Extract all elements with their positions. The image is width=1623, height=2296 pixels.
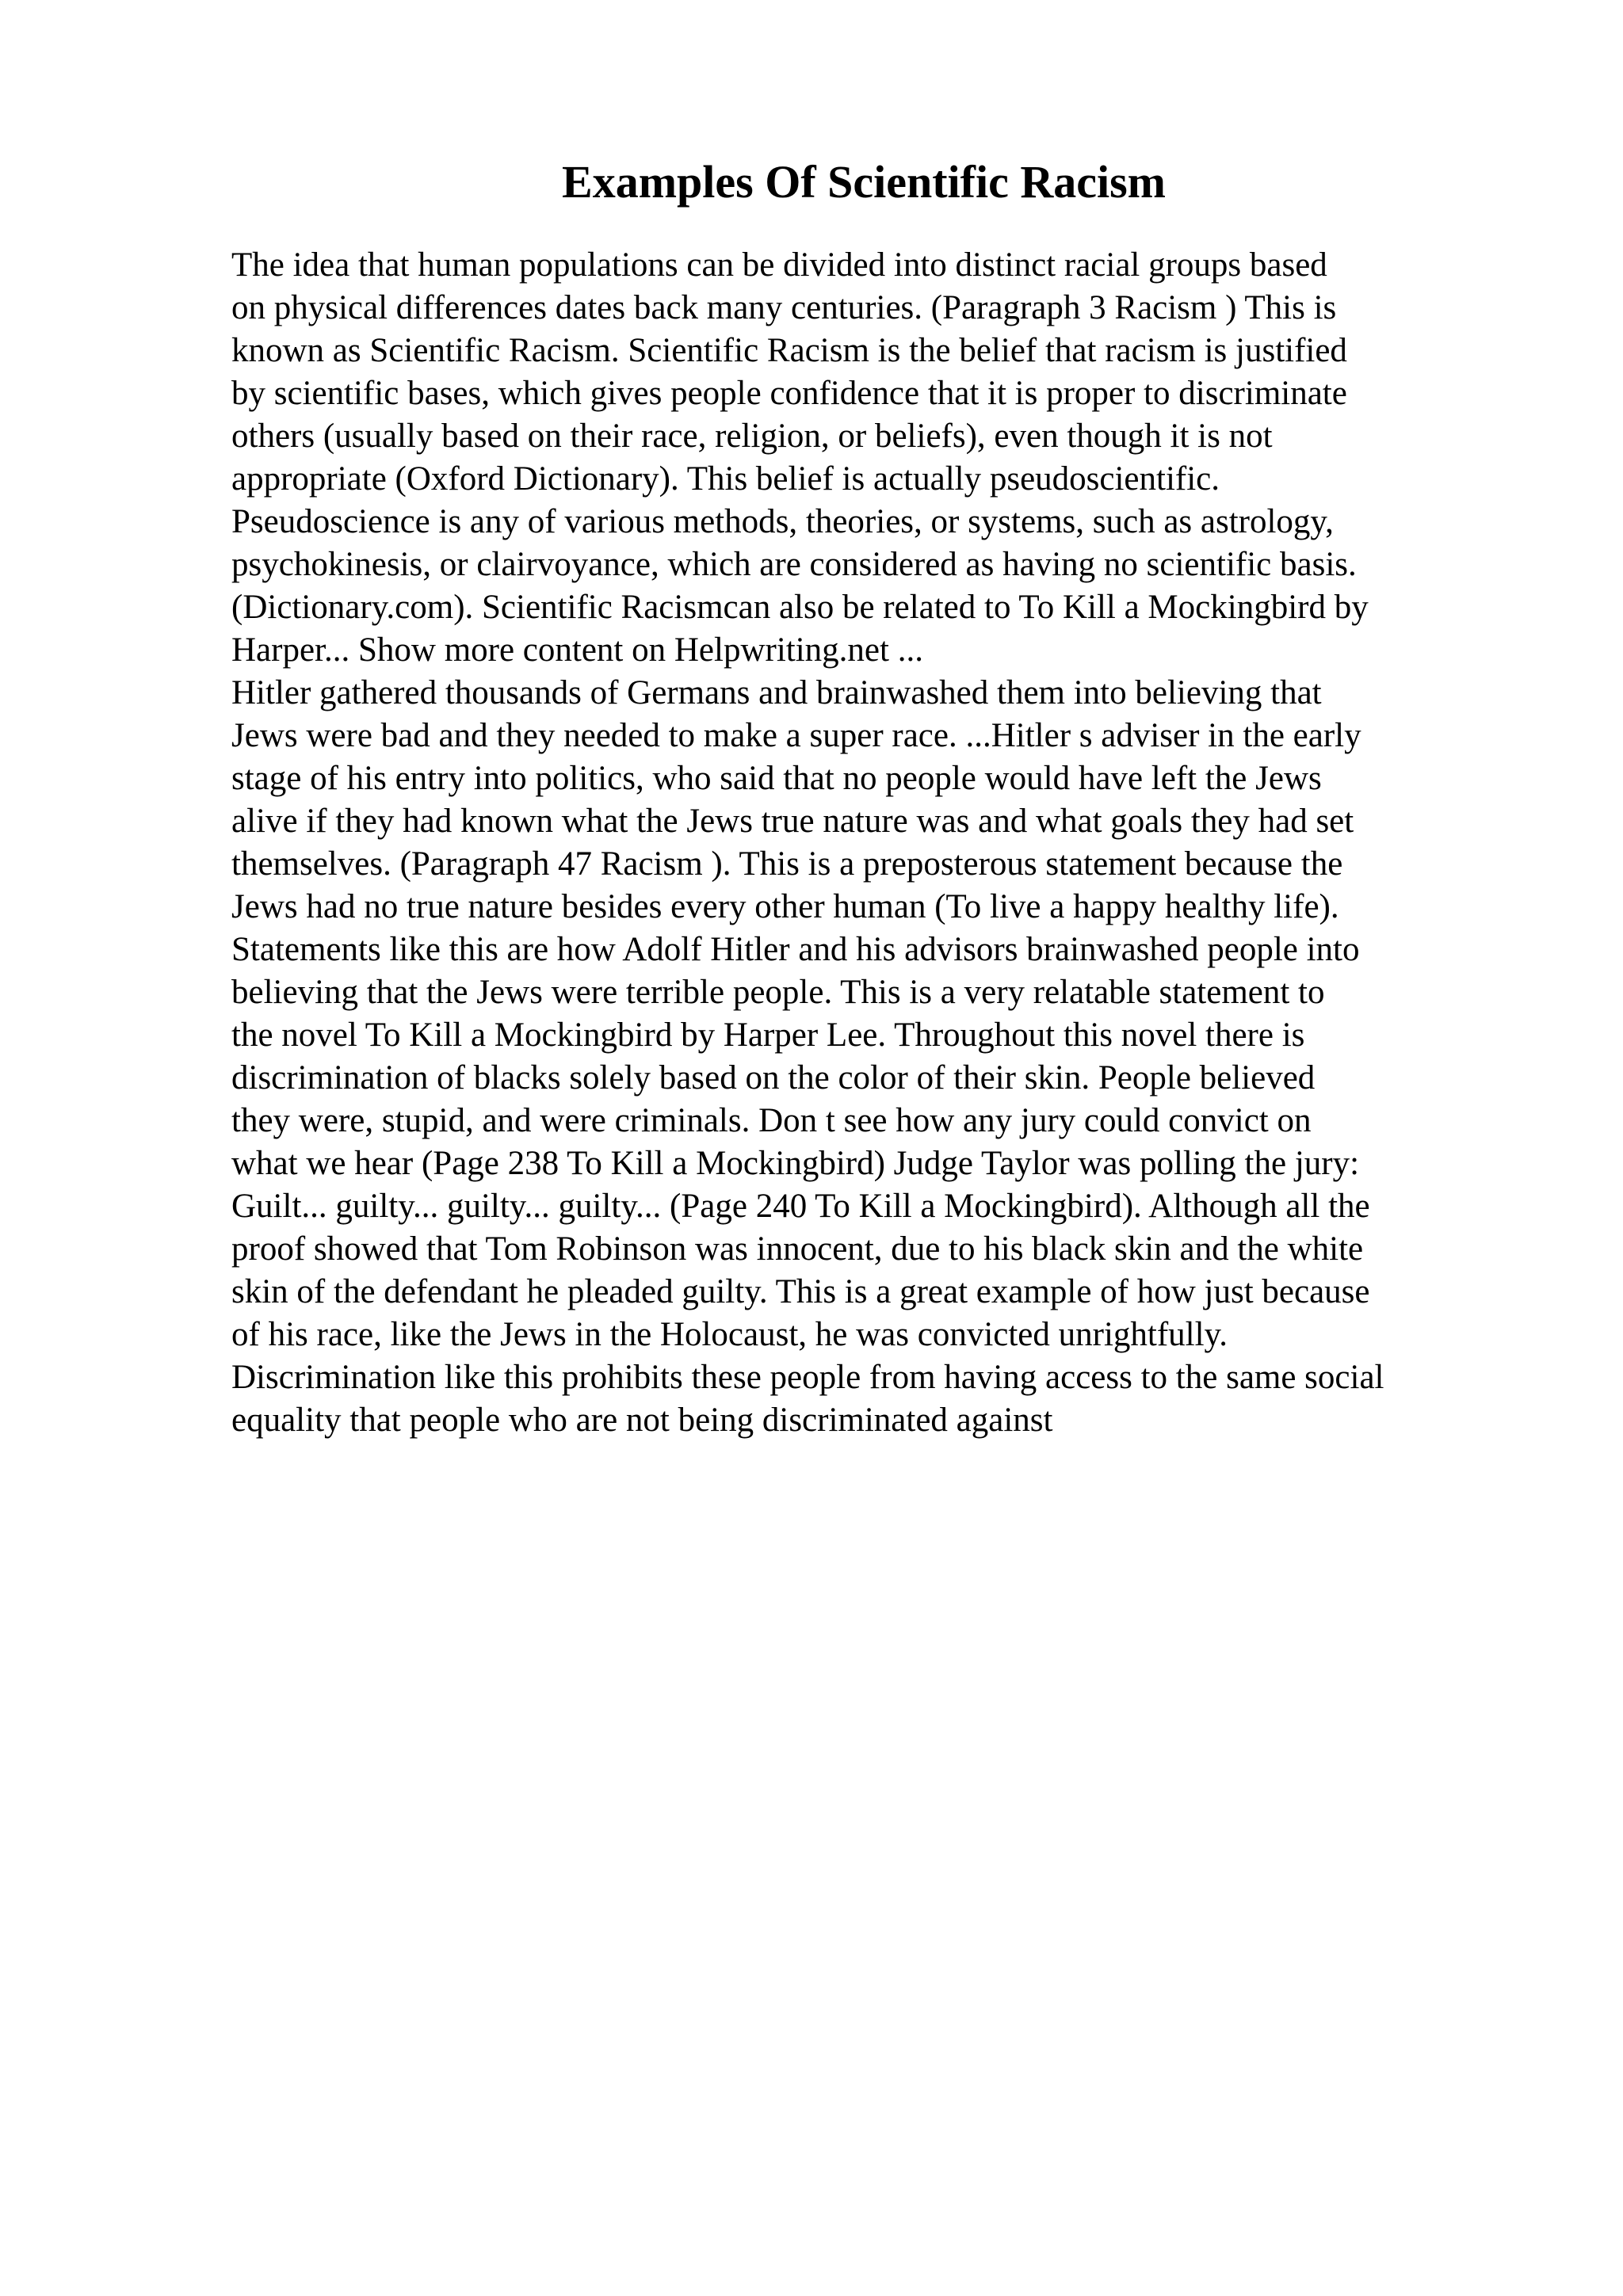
document-body (231, 244, 1515, 1442)
body-line: believing that the Jews were terrible people. This is a very relatable statement to (231, 974, 1325, 1011)
body-line: Jews had no true nature besides every other human (To live a happy healthy life). (231, 888, 1339, 925)
body-line: the novel To Kill a Mockingbird by Harper Lee. Throughout this novel there is (231, 1016, 1305, 1054)
body-line: Discrimination like this prohibits these people from having access to the same social (231, 1359, 1384, 1396)
body-line: The idea that human populations can be divided into distinct racial groups based (231, 246, 1327, 284)
body-line: discrimination of blacks solely based on the color of their skin. People believed (231, 1059, 1316, 1097)
body-line: known as Scientific Racism. Scientific Racism is the belief that racism is justified (231, 332, 1347, 369)
body-line: of his race, like the Jews in the Holocaust, he was convicted unrightfully. (231, 1316, 1228, 1353)
body-line: they were, stupid, and were criminals. Don t see how any jury could convict on (231, 1102, 1312, 1139)
body-line: Harper... Show more content on Helpwriting.net ... (231, 631, 923, 669)
body-line: Guilt... guilty... guilty... guilty... (Page 240 To Kill a Mockingbird). Although all the (231, 1188, 1370, 1225)
body-line: (Dictionary.com). Scientific Racismcan also be related to To Kill a Mockingbird by (231, 589, 1369, 626)
body-line: on physical differences dates back many centuries. (Paragraph 3 Racism ) This is (231, 289, 1337, 326)
body-line: appropriate (Oxford Dictionary). This belief is actually pseudoscientific. (231, 460, 1220, 498)
body-line: what we hear (Page 238 To Kill a Mockingbird) Judge Taylor was polling the jury: (231, 1145, 1360, 1182)
body-line: by scientific bases, which gives people confidence that it is proper to discriminate (231, 375, 1347, 412)
body-line: Jews were bad and they needed to make a super race. ...Hitler s adviser in the early (231, 717, 1361, 754)
body-line: stage of his entry into politics, who said that no people would have left the Jews (231, 760, 1322, 797)
document-title: Examples Of Scientific Racism (562, 156, 1166, 208)
body-line: psychokinesis, or clairvoyance, which are considered as having no scientific basis. (231, 546, 1357, 583)
body-line: others (usually based on their race, religion, or beliefs), even though it is not (231, 418, 1273, 455)
body-line: proof showed that Tom Robinson was innocent, due to his black skin and the white (231, 1230, 1364, 1268)
body-line: alive if they had known what the Jews true nature was and what goals they had set (231, 803, 1354, 840)
body-line: themselves. (Paragraph 47 Racism ). This is a preposterous statement because the (231, 845, 1343, 883)
body-line: Statements like this are how Adolf Hitler and his advisors brainwashed people into (231, 931, 1360, 968)
body-line: Hitler gathered thousands of Germans and brainwashed them into believing that (231, 674, 1322, 711)
body-line: equality that people who are not being discriminated against (231, 1402, 1053, 1439)
body-line: Pseudoscience is any of various methods, theories, or systems, such as astrology, (231, 503, 1334, 540)
body-line: skin of the defendant he pleaded guilty. This is a great example of how just because (231, 1273, 1370, 1310)
